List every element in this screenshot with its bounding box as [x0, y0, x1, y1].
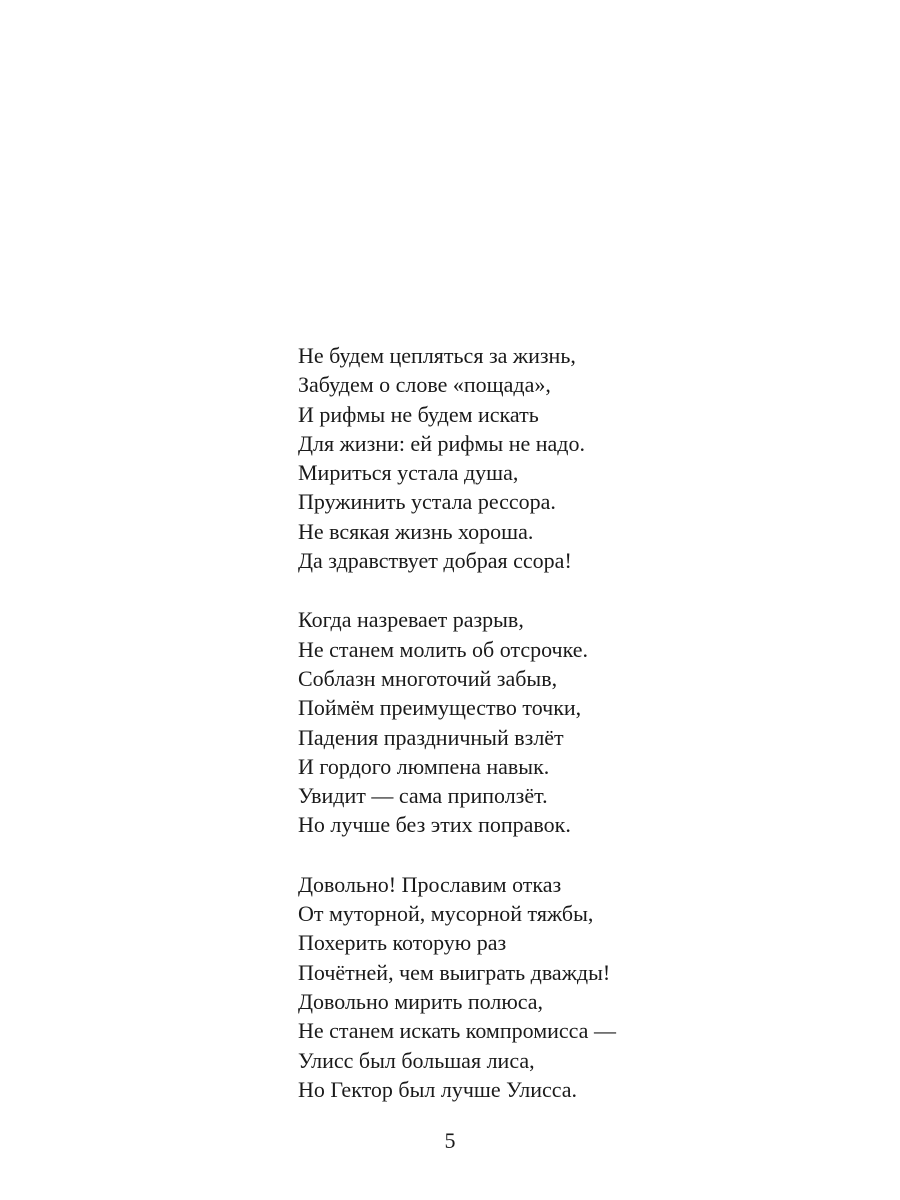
poem-line: Не станем искать компромисса — [298, 1018, 616, 1044]
poem-line: Не всякая жизнь хороша. [298, 518, 534, 544]
poem-line: Поймём преимущество точки, [298, 695, 582, 721]
poem-line: Когда назревает разрыв, [298, 607, 524, 633]
stanza-3 [298, 870, 616, 1104]
poem-line: Не станем молить об отсрочке. [298, 636, 589, 662]
poem-line: Но лучше без этих поправок. [298, 812, 571, 838]
poem-line: И рифмы не будем искать [298, 401, 539, 427]
poem-line: Падения праздничный взлёт [298, 724, 564, 750]
poem-line: Но Гектор был лучше Улисса. [298, 1076, 578, 1102]
poem-line: Увидит — сама приползёт. [298, 783, 548, 809]
page-number: 5 [444, 1128, 456, 1153]
poem-line: Соблазн многоточий забыв, [298, 665, 558, 691]
poem-line: Не будем цепляться за жизнь, [298, 343, 576, 368]
poem-line: Да здравствует добрая ссора! [298, 548, 572, 574]
poem-line: Довольно! Прославим отказ [298, 871, 562, 897]
poem-line: Для жизни: ей рифмы не надо. [298, 430, 585, 456]
poem-line: Похерить которую раз [298, 930, 507, 956]
stanza-2 [298, 605, 616, 839]
poem [298, 341, 616, 1104]
poem-line: Мириться устала душа, [298, 460, 519, 486]
poem-line: Пружинить устала рессора. [298, 489, 556, 515]
poem-line: Улисс был большая лиса, [298, 1047, 535, 1073]
poem-line: Почётней, чем выиграть дважды! [298, 959, 611, 985]
poem-line: И гордого люмпена навык. [298, 753, 550, 779]
poem-line: От муторной, мусорной тяжбы, [298, 901, 594, 927]
stanza-1 [298, 341, 616, 575]
poem-line: Довольно мирить полюса, [298, 988, 544, 1014]
poem-line: Забудем о слове «пощада», [298, 372, 551, 398]
